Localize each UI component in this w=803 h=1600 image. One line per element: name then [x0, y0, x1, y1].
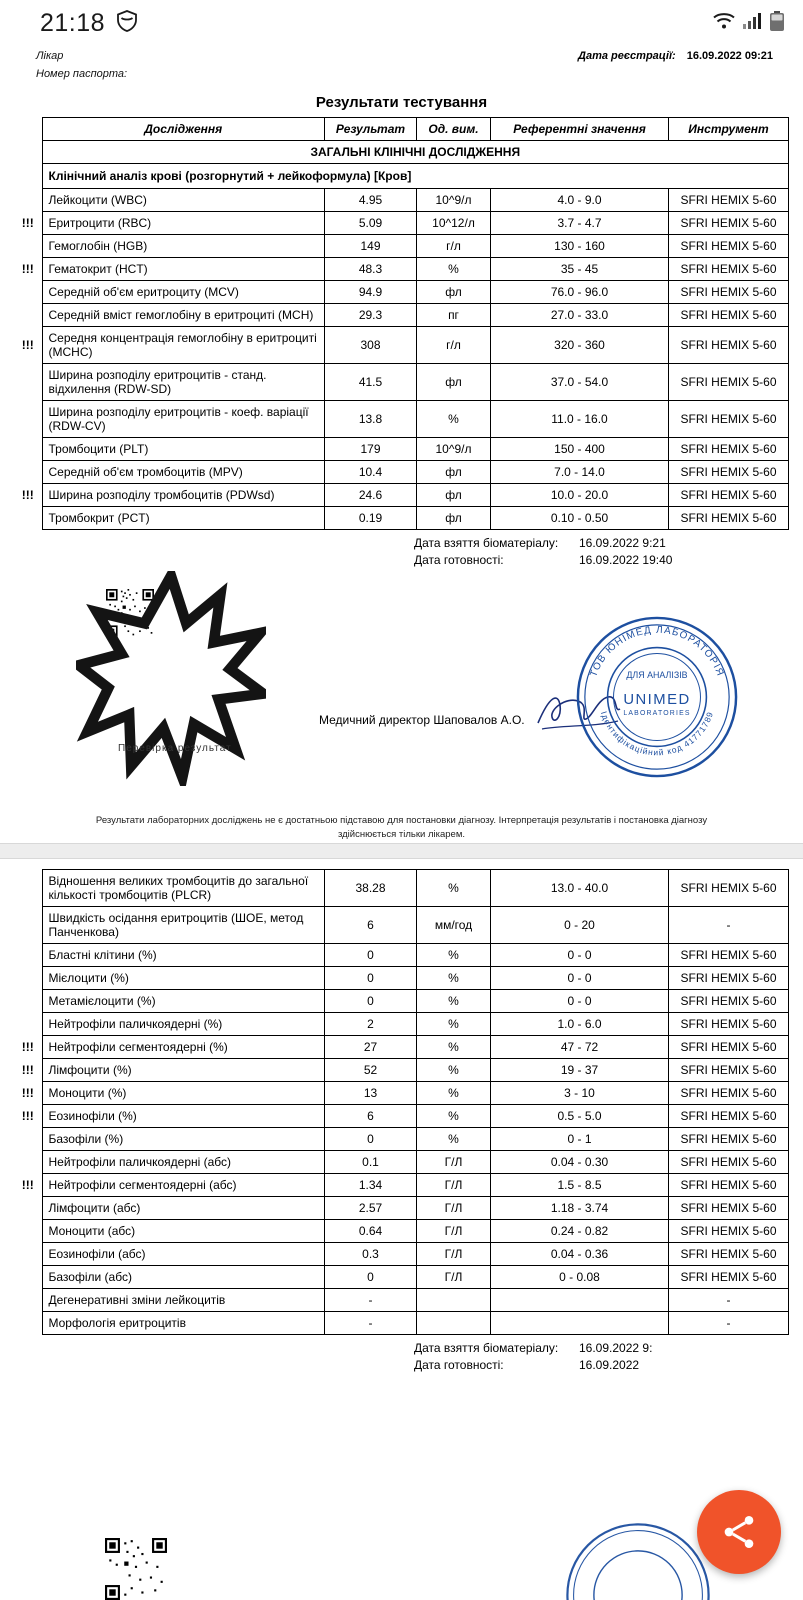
- row-flag: !!!: [14, 258, 42, 281]
- row-instrument: SFRI HEMIX 5-60: [669, 1173, 789, 1196]
- table-row: [14, 1035, 789, 1058]
- row-unit: [417, 1311, 491, 1334]
- row-result: 0.64: [325, 1219, 417, 1242]
- row-test-name: Нейтрофіли сегментоядерні (%): [42, 1035, 325, 1058]
- row-result: 38.28: [325, 869, 417, 906]
- row-flag: [14, 966, 42, 989]
- row-unit: г/л: [417, 235, 491, 258]
- row-test-name: Лейкоцити (WBC): [42, 189, 325, 212]
- seal-bottom-text: Ідентифікаційний код 41771789: [598, 710, 716, 758]
- results-table-2: [14, 869, 789, 1335]
- row-flag: [14, 989, 42, 1012]
- row-unit: Г/Л: [417, 1265, 491, 1288]
- row-flag: !!!: [14, 1104, 42, 1127]
- row-reference: 0 - 20: [491, 906, 669, 943]
- row-reference: 4.0 - 9.0: [491, 189, 669, 212]
- row-flag: !!!: [14, 1173, 42, 1196]
- table-row: [14, 189, 789, 212]
- row-instrument: SFRI HEMIX 5-60: [669, 989, 789, 1012]
- row-flag: [14, 1311, 42, 1334]
- table-row: [14, 1219, 789, 1242]
- row-unit: %: [417, 869, 491, 906]
- share-button[interactable]: [697, 1490, 781, 1574]
- row-test-name: Лімфоцити (абс): [42, 1196, 325, 1219]
- status-bar: [0, 0, 803, 46]
- row-instrument: -: [669, 1311, 789, 1334]
- row-flag: !!!: [14, 327, 42, 364]
- row-unit: %: [417, 966, 491, 989]
- status-bar-right: [713, 11, 785, 36]
- row-reference: [491, 1288, 669, 1311]
- row-instrument: SFRI HEMIX 5-60: [669, 1012, 789, 1035]
- row-flag: [14, 507, 42, 530]
- row-result: 0: [325, 989, 417, 1012]
- sample-date-value-2: 16.09.2022 9:: [579, 1340, 653, 1355]
- table-row: [14, 1150, 789, 1173]
- row-test-name: Еритроцити (RBC): [42, 212, 325, 235]
- row-instrument: SFRI HEMIX 5-60: [669, 212, 789, 235]
- row-test-name: Відношення великих тромбоцитів до загальної кількості тромбоцитів (PLCR): [42, 869, 325, 906]
- row-instrument: -: [669, 1288, 789, 1311]
- table-row: [14, 401, 789, 438]
- table-row: [14, 1173, 789, 1196]
- row-reference: 0.10 - 0.50: [491, 507, 669, 530]
- row-result: 149: [325, 235, 417, 258]
- row-test-name: Середній об'єм тромбоцитів (MPV): [42, 461, 325, 484]
- row-reference: 0.04 - 0.36: [491, 1242, 669, 1265]
- row-flag: [14, 1196, 42, 1219]
- row-reference: 1.18 - 3.74: [491, 1196, 669, 1219]
- table-row: [14, 1081, 789, 1104]
- passport-label: Номер паспорта:: [36, 68, 128, 80]
- row-result: 1.34: [325, 1173, 417, 1196]
- ready-date-value-2: 16.09.2022: [579, 1357, 640, 1372]
- table-row: [14, 906, 789, 943]
- row-result: 308: [325, 327, 417, 364]
- row-result: 24.6: [325, 484, 417, 507]
- row-reference: 0 - 0.08: [491, 1265, 669, 1288]
- row-unit: 10^12/л: [417, 212, 491, 235]
- row-result: 2.57: [325, 1196, 417, 1219]
- seal-brand-sub: LABORATORIES: [623, 709, 691, 717]
- row-instrument: SFRI HEMIX 5-60: [669, 1104, 789, 1127]
- table-row: [14, 1196, 789, 1219]
- row-instrument: SFRI HEMIX 5-60: [669, 1081, 789, 1104]
- flag-spacer: [14, 164, 42, 189]
- row-result: 5.09: [325, 212, 417, 235]
- row-reference: 0 - 0: [491, 943, 669, 966]
- table-row: [14, 304, 789, 327]
- group-header-row: [14, 164, 789, 189]
- row-instrument: SFRI HEMIX 5-60: [669, 364, 789, 401]
- table-row: [14, 235, 789, 258]
- table-row: [14, 1058, 789, 1081]
- page-separator: [0, 843, 803, 859]
- sample-date-value: 16.09.2022 9:21: [579, 536, 666, 551]
- wifi-icon: [713, 12, 735, 35]
- row-unit: %: [417, 1104, 491, 1127]
- row-flag: [14, 189, 42, 212]
- row-flag: [14, 281, 42, 304]
- share-icon: [719, 1512, 759, 1552]
- page-title: Результати тестування: [315, 94, 488, 111]
- row-test-name: Еозинофіли (абс): [42, 1242, 325, 1265]
- row-unit: г/л: [417, 327, 491, 364]
- row-result: 0: [325, 1265, 417, 1288]
- status-bar-left: [40, 9, 139, 38]
- row-flag: !!!: [14, 1035, 42, 1058]
- row-reference: 320 - 360: [491, 327, 669, 364]
- row-instrument: SFRI HEMIX 5-60: [669, 966, 789, 989]
- svg-text:Ідентифікаційний код 41771789: [599, 710, 715, 757]
- row-test-name: Мієлоцити (%): [42, 966, 325, 989]
- row-instrument: SFRI HEMIX 5-60: [669, 1058, 789, 1081]
- table-row: [14, 1288, 789, 1311]
- row-reference: 0 - 1: [491, 1127, 669, 1150]
- row-reference: 27.0 - 33.0: [491, 304, 669, 327]
- row-flag: [14, 461, 42, 484]
- column-header-result: Результат: [325, 118, 417, 141]
- row-instrument: SFRI HEMIX 5-60: [669, 1127, 789, 1150]
- table-row: [14, 327, 789, 364]
- row-instrument: SFRI HEMIX 5-60: [669, 235, 789, 258]
- row-result: 29.3: [325, 304, 417, 327]
- row-reference: 0.24 - 0.82: [491, 1219, 669, 1242]
- row-test-name: Ширина розподілу еритроцитів - станд. відхилення (RDW-SD): [42, 364, 325, 401]
- row-flag: [14, 401, 42, 438]
- section-title: ЗАГАЛЬНІ КЛІНІЧНІ ДОСЛІДЖЕННЯ: [42, 141, 789, 164]
- row-flag: [14, 1150, 42, 1173]
- row-flag: [14, 304, 42, 327]
- table-row: [14, 461, 789, 484]
- row-reference: 1.0 - 6.0: [491, 1012, 669, 1035]
- row-unit: фл: [417, 461, 491, 484]
- column-header-test: Дослідження: [42, 118, 325, 141]
- row-result: 27: [325, 1035, 417, 1058]
- report-page-1: [0, 46, 803, 843]
- row-unit: 10^9/л: [417, 189, 491, 212]
- row-reference: 0.5 - 5.0: [491, 1104, 669, 1127]
- row-unit: %: [417, 1058, 491, 1081]
- row-flag: [14, 943, 42, 966]
- row-unit: %: [417, 989, 491, 1012]
- row-result: 13: [325, 1081, 417, 1104]
- table-row: [14, 1104, 789, 1127]
- row-unit: %: [417, 1081, 491, 1104]
- row-flag: [14, 869, 42, 906]
- row-result: 0: [325, 943, 417, 966]
- signal-icon: [742, 12, 762, 35]
- row-result: 6: [325, 906, 417, 943]
- status-clock: 21:18: [40, 8, 106, 37]
- flag-column-header: [14, 118, 42, 141]
- row-reference: 10.0 - 20.0: [491, 484, 669, 507]
- registration-date-value: 16.09.2022 09:21: [686, 50, 773, 62]
- row-instrument: SFRI HEMIX 5-60: [669, 1150, 789, 1173]
- row-reference: 130 - 160: [491, 235, 669, 258]
- row-unit: %: [417, 1012, 491, 1035]
- row-instrument: SFRI HEMIX 5-60: [669, 401, 789, 438]
- table-row: [14, 281, 789, 304]
- row-instrument: SFRI HEMIX 5-60: [669, 869, 789, 906]
- table-row: [14, 966, 789, 989]
- row-instrument: SFRI HEMIX 5-60: [669, 258, 789, 281]
- row-result: 52: [325, 1058, 417, 1081]
- table-header-row: [14, 118, 789, 141]
- seal-top-text: ТОВ ЮНІМЕД ЛАБОРАТОРІЯ: [588, 624, 726, 679]
- row-instrument: SFRI HEMIX 5-60: [669, 304, 789, 327]
- doctor-label: Лікар: [36, 50, 64, 62]
- ready-date-row: [14, 553, 789, 567]
- row-reference: 0.04 - 0.30: [491, 1150, 669, 1173]
- sample-date-row: [14, 536, 789, 550]
- row-result: 6: [325, 1104, 417, 1127]
- row-flag: [14, 438, 42, 461]
- row-reference: 3 - 10: [491, 1081, 669, 1104]
- row-test-name: Моноцити (%): [42, 1081, 325, 1104]
- qr-code-icon-2: [105, 1538, 167, 1600]
- row-flag: [14, 1242, 42, 1265]
- row-result: 48.3: [325, 258, 417, 281]
- row-instrument: SFRI HEMIX 5-60: [669, 1265, 789, 1288]
- table-row: [14, 1265, 789, 1288]
- section-header-row: [14, 141, 789, 164]
- medical-director-line: Медичний директор Шаповалов А.О.: [319, 713, 525, 728]
- row-reference: 3.7 - 4.7: [491, 212, 669, 235]
- row-test-name: Морфологія еритроцитів: [42, 1311, 325, 1334]
- row-test-name: Метамієлоцити (%): [42, 989, 325, 1012]
- row-test-name: Ширина розподілу еритроцитів - коеф. варіації (RDW-CV): [42, 401, 325, 438]
- row-reference: 150 - 400: [491, 438, 669, 461]
- results-table-body-2: [14, 869, 789, 1334]
- row-result: 0.3: [325, 1242, 417, 1265]
- row-reference: 37.0 - 54.0: [491, 364, 669, 401]
- row-result: 4.95: [325, 189, 417, 212]
- row-unit: фл: [417, 364, 491, 401]
- sample-date-row-2: [14, 1341, 789, 1355]
- row-instrument: SFRI HEMIX 5-60: [669, 327, 789, 364]
- row-result: 94.9: [325, 281, 417, 304]
- document-header-left: [36, 50, 127, 86]
- row-unit: %: [417, 1127, 491, 1150]
- row-reference: 47 - 72: [491, 1035, 669, 1058]
- row-test-name: Лімфоцити (%): [42, 1058, 325, 1081]
- row-result: 10.4: [325, 461, 417, 484]
- row-unit: фл: [417, 507, 491, 530]
- table-row: [14, 1127, 789, 1150]
- shield-icon: [115, 9, 139, 38]
- row-result: 13.8: [325, 401, 417, 438]
- row-unit: Г/Л: [417, 1150, 491, 1173]
- row-test-name: Нейтрофіли паличкоядерні (абс): [42, 1150, 325, 1173]
- row-instrument: SFRI HEMIX 5-60: [669, 281, 789, 304]
- column-header-unit: Од. вим.: [417, 118, 491, 141]
- row-instrument: SFRI HEMIX 5-60: [669, 943, 789, 966]
- row-result: 0.19: [325, 507, 417, 530]
- row-instrument: SFRI HEMIX 5-60: [669, 1035, 789, 1058]
- row-result: 0: [325, 1127, 417, 1150]
- group-title: Клінічний аналіз крові (розгорнутий + лейкоформула) [Кров]: [42, 164, 789, 189]
- row-instrument: SFRI HEMIX 5-60: [669, 189, 789, 212]
- row-test-name: Нейтрофіли паличкоядерні (%): [42, 1012, 325, 1035]
- table-row: [14, 943, 789, 966]
- row-test-name: Базофіли (%): [42, 1127, 325, 1150]
- table-row: [14, 989, 789, 1012]
- row-test-name: Середній об'єм еритроциту (MCV): [42, 281, 325, 304]
- row-instrument: SFRI HEMIX 5-60: [669, 438, 789, 461]
- seal-mid-text: ДЛЯ АНАЛІЗІВ: [626, 670, 688, 681]
- results-table-1: [14, 117, 789, 530]
- row-reference: 19 - 37: [491, 1058, 669, 1081]
- table-row: [14, 1311, 789, 1334]
- row-result: -: [325, 1311, 417, 1334]
- row-reference: 1.5 - 8.5: [491, 1173, 669, 1196]
- row-test-name: Середній вміст гемоглобіну в еритроциті (MCH): [42, 304, 325, 327]
- row-unit: Г/Л: [417, 1242, 491, 1265]
- row-instrument: SFRI HEMIX 5-60: [669, 484, 789, 507]
- row-flag: [14, 364, 42, 401]
- row-result: -: [325, 1288, 417, 1311]
- disclaimer-text: Результати лабораторних досліджень не є достатньою підставою для постановки діагнозу. Інтерпретація результатів і постановка діагнозу здійснюється тільки лікарем.: [95, 815, 708, 841]
- row-flag: !!!: [14, 484, 42, 507]
- row-test-name: Ширина розподілу тромбоцитів (PDWsd): [42, 484, 325, 507]
- stamp-caption: Перевірка результат: [118, 743, 232, 755]
- registration-date: [578, 50, 773, 62]
- row-unit: Г/Л: [417, 1219, 491, 1242]
- row-flag: [14, 235, 42, 258]
- company-seal-icon-2: [563, 1520, 713, 1600]
- row-result: 41.5: [325, 364, 417, 401]
- row-reference: 13.0 - 40.0: [491, 869, 669, 906]
- row-flag: [14, 906, 42, 943]
- row-flag: [14, 1288, 42, 1311]
- ready-date-label-2: Дата готовності:: [414, 1357, 504, 1372]
- row-test-name: Середня концентрація гемоглобіну в еритроциті (MCHC): [42, 327, 325, 364]
- row-reference: 0 - 0: [491, 989, 669, 1012]
- row-test-name: Дегенеративні зміни лейкоцитів: [42, 1288, 325, 1311]
- table-row: [14, 438, 789, 461]
- row-instrument: SFRI HEMIX 5-60: [669, 1242, 789, 1265]
- row-unit: [417, 1288, 491, 1311]
- row-test-name: Тромбокрит (PCT): [42, 507, 325, 530]
- row-reference: [491, 1311, 669, 1334]
- seal-brand: UNIMED: [623, 692, 691, 709]
- row-flag: [14, 1219, 42, 1242]
- row-test-name: Еозинофіли (%): [42, 1104, 325, 1127]
- row-flag: [14, 1012, 42, 1035]
- table-row: [14, 364, 789, 401]
- ready-date-row-2: [14, 1358, 789, 1372]
- report-page-2: [0, 859, 803, 1372]
- row-flag: [14, 1127, 42, 1150]
- document-header: [14, 46, 789, 86]
- row-flag: !!!: [14, 212, 42, 235]
- table-row: [14, 484, 789, 507]
- signature-area: [14, 571, 789, 806]
- row-test-name: Нейтрофіли сегментоядерні (абс): [42, 1173, 325, 1196]
- row-test-name: Гематокрит (HCT): [42, 258, 325, 281]
- row-result: 0.1: [325, 1150, 417, 1173]
- row-unit: %: [417, 1035, 491, 1058]
- table-row: [14, 1242, 789, 1265]
- row-unit: мм/год: [417, 906, 491, 943]
- row-test-name: Гемоглобін (HGB): [42, 235, 325, 258]
- results-table-head: [14, 118, 789, 141]
- battery-icon: [769, 11, 785, 36]
- ready-date-label: Дата готовності:: [414, 553, 504, 568]
- company-seal-icon: [573, 613, 741, 781]
- row-unit: %: [417, 258, 491, 281]
- registration-date-label: Дата реєстрації:: [578, 50, 676, 62]
- row-reference: 76.0 - 96.0: [491, 281, 669, 304]
- column-header-instrument: Инструмент: [669, 118, 789, 141]
- row-unit: фл: [417, 281, 491, 304]
- page2-footer-dates: [14, 1341, 789, 1372]
- row-test-name: Базофіли (абс): [42, 1265, 325, 1288]
- row-flag: !!!: [14, 1081, 42, 1104]
- sample-date-label: Дата взяття біоматеріалу:: [414, 536, 559, 551]
- results-table-body-1: [14, 141, 789, 530]
- table-row: [14, 869, 789, 906]
- row-test-name: Моноцити (абс): [42, 1219, 325, 1242]
- row-reference: 7.0 - 14.0: [491, 461, 669, 484]
- column-header-reference: Референтні значення: [491, 118, 669, 141]
- row-flag: !!!: [14, 1058, 42, 1081]
- row-reference: 35 - 45: [491, 258, 669, 281]
- page1-footer-dates: [14, 536, 789, 567]
- row-instrument: SFRI HEMIX 5-60: [669, 461, 789, 484]
- row-unit: пг: [417, 304, 491, 327]
- table-row: [14, 258, 789, 281]
- ready-date-value: 16.09.2022 19:40: [579, 553, 673, 568]
- row-instrument: SFRI HEMIX 5-60: [669, 507, 789, 530]
- table-row: [14, 1012, 789, 1035]
- row-unit: %: [417, 943, 491, 966]
- row-flag: [14, 1265, 42, 1288]
- row-unit: фл: [417, 484, 491, 507]
- row-test-name: Швидкість осідання еритроцитів (ШОЕ, метод Панченкова): [42, 906, 325, 943]
- table-row: [14, 212, 789, 235]
- sample-date-label-2: Дата взяття біоматеріалу:: [414, 1340, 559, 1355]
- row-result: 0: [325, 966, 417, 989]
- row-reference: 0 - 0: [491, 966, 669, 989]
- row-instrument: SFRI HEMIX 5-60: [669, 1219, 789, 1242]
- table-row: [14, 507, 789, 530]
- row-instrument: SFRI HEMIX 5-60: [669, 1196, 789, 1219]
- row-reference: 11.0 - 16.0: [491, 401, 669, 438]
- row-instrument: -: [669, 906, 789, 943]
- row-test-name: Тромбоцити (PLT): [42, 438, 325, 461]
- row-test-name: Бластні клітини (%): [42, 943, 325, 966]
- row-unit: 10^9/л: [417, 438, 491, 461]
- flag-spacer: [14, 141, 42, 164]
- row-result: 179: [325, 438, 417, 461]
- row-unit: Г/Л: [417, 1173, 491, 1196]
- row-unit: Г/Л: [417, 1196, 491, 1219]
- row-unit: %: [417, 401, 491, 438]
- row-result: 2: [325, 1012, 417, 1035]
